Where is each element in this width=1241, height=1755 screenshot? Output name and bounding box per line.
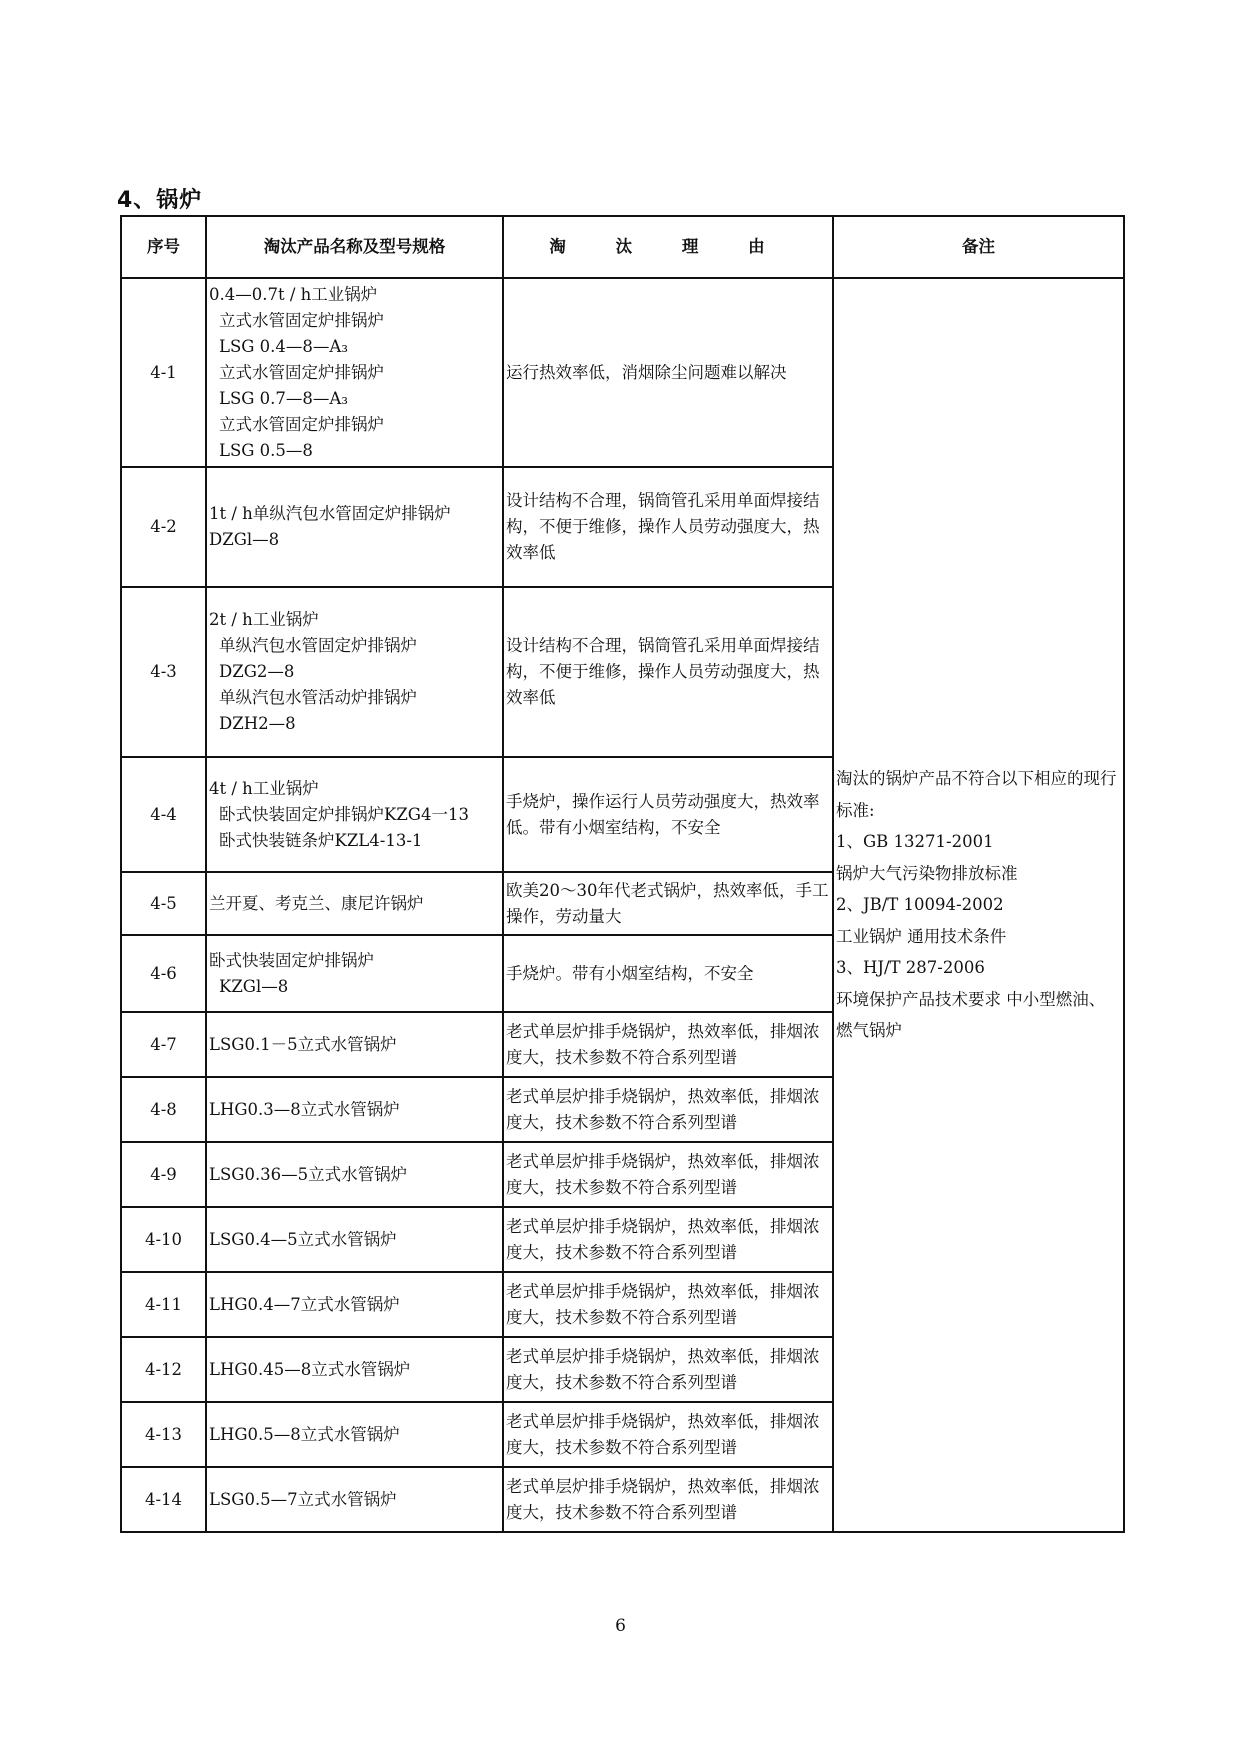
product-name-line: 卧式快装固定炉排锅炉KZG4一13 [219, 804, 469, 824]
product-name-line: DZG2—8 [219, 662, 295, 681]
row-reason: 手烧炉。带有小烟室结构，不安全 [503, 935, 833, 1012]
table-header-row [121, 216, 1124, 278]
row-seq: 4-4 [121, 757, 206, 872]
row-reason: 老式单层炉排手烧锅炉，热效率低，排烟浓度大，技术参数不符合系列型谱 [503, 1207, 833, 1272]
remark-line: 环境保护产品技术要求 中小型燃油、燃气锅炉 [836, 989, 1106, 1041]
product-name-line: LHG0.5—8立式水管锅炉 [209, 1424, 400, 1444]
product-name-line: LSG 0.7—8—A₃ [219, 388, 348, 408]
page-number: 6 [615, 1616, 626, 1636]
row-reason: 老式单层炉排手烧锅炉，热效率低，排烟浓度大，技术参数不符合系列型谱 [503, 1012, 833, 1077]
row-reason: 设计结构不合理，锅筒管孔采用单面焊接结构，不便于维修，操作人员劳动强度大，热效率低 [503, 467, 833, 587]
row-seq: 4-9 [121, 1142, 206, 1207]
product-name-line: LSG 0.4—8—A₃ [219, 336, 348, 356]
row-seq: 4-10 [121, 1207, 206, 1272]
product-name-line: LSG0.4—5立式水管锅炉 [209, 1229, 397, 1249]
header-seq: 序号 [121, 216, 206, 278]
row-product-name [206, 1467, 503, 1532]
header-reason: 淘 汰 理 由 [503, 216, 833, 278]
row-product-name [206, 1207, 503, 1272]
row-reason: 老式单层炉排手烧锅炉，热效率低，排烟浓度大，技术参数不符合系列型谱 [503, 1467, 833, 1532]
row-product-name [206, 1012, 503, 1077]
row-seq: 4-8 [121, 1077, 206, 1142]
row-reason: 手烧炉，操作运行人员劳动强度大，热效率低。带有小烟室结构，不安全 [503, 757, 833, 872]
row-reason: 老式单层炉排手烧锅炉，热效率低，排烟浓度大，技术参数不符合系列型谱 [503, 1402, 833, 1467]
phase-out-table [120, 215, 1125, 1533]
header-note: 备注 [833, 216, 1124, 278]
row-product-name [206, 757, 503, 872]
row-product-name [206, 587, 503, 757]
row-product-name [206, 1272, 503, 1337]
row-seq: 4-6 [121, 935, 206, 1012]
remark-line: 1、GB 13271-2001 [836, 832, 994, 852]
product-name-line: 单纵汽包水管活动炉排锅炉 [219, 688, 417, 707]
product-name-line: 单纵汽包水管固定炉排锅炉 [219, 636, 417, 655]
row-reason: 老式单层炉排手烧锅炉，热效率低，排烟浓度大，技术参数不符合系列型谱 [503, 1077, 833, 1142]
row-seq: 4-1 [121, 278, 206, 467]
row-product-name [206, 935, 503, 1012]
remark-line: 淘汰的锅炉产品不符合以下相应的现行标准: [836, 769, 1117, 820]
section-title: 4、锅炉 [117, 188, 203, 213]
row-seq: 4-2 [121, 467, 206, 587]
remarks-cell [833, 278, 1124, 1532]
product-name-line: 2t / h工业锅炉 [209, 610, 319, 629]
product-name-line: 0.4—0.7t / h工业锅炉 [209, 284, 378, 304]
table-row [121, 278, 1124, 467]
product-name-line: 立式水管固定炉排锅炉 [219, 310, 384, 330]
product-name-line: 立式水管固定炉排锅炉 [219, 414, 384, 434]
remark-line: 2、JB/T 10094-2002 [836, 895, 1004, 915]
product-name-line: DZH2—8 [219, 714, 296, 733]
row-seq: 4-13 [121, 1402, 206, 1467]
row-seq: 4-14 [121, 1467, 206, 1532]
row-seq: 4-7 [121, 1012, 206, 1077]
product-name-line: LSG0.36—5立式水管锅炉 [209, 1164, 408, 1184]
product-name-line: 1t / h单纵汽包水管固定炉排锅炉 [209, 504, 451, 523]
row-seq: 4-5 [121, 872, 206, 935]
product-name-line: KZGl—8 [219, 976, 289, 996]
row-product-name [206, 872, 503, 935]
product-name-line: LHG0.45—8立式水管锅炉 [209, 1359, 411, 1379]
product-name-line: 兰开夏、考克兰、康尼许锅炉 [209, 893, 424, 913]
row-product-name [206, 278, 503, 467]
remark-line: 3、HJ/T 287-2006 [836, 958, 985, 978]
product-name-line: 卧式快装链条炉KZL4-13-1 [219, 830, 423, 850]
product-name-line: LSG 0.5—8 [219, 440, 313, 460]
product-name-line: DZGl—8 [209, 530, 280, 549]
product-name-line: LHG0.4—7立式水管锅炉 [209, 1294, 400, 1314]
row-reason: 老式单层炉排手烧锅炉，热效率低，排烟浓度大，技术参数不符合系列型谱 [503, 1142, 833, 1207]
header-name: 淘汰产品名称及型号规格 [206, 216, 503, 278]
row-seq: 4-12 [121, 1337, 206, 1402]
remark-line: 锅炉大气污染物排放标准 [836, 863, 1018, 883]
row-product-name [206, 1337, 503, 1402]
product-name-line: LSG0.5—7立式水管锅炉 [209, 1489, 397, 1509]
row-product-name [206, 1077, 503, 1142]
row-reason: 运行热效率低，消烟除尘问题难以解决 [503, 278, 833, 467]
product-name-line: 立式水管固定炉排锅炉 [219, 362, 384, 382]
row-reason: 老式单层炉排手烧锅炉，热效率低，排烟浓度大，技术参数不符合系列型谱 [503, 1337, 833, 1402]
row-seq: 4-3 [121, 587, 206, 757]
product-name-line: 卧式快装固定炉排锅炉 [209, 950, 374, 970]
product-name-line: LHG0.3—8立式水管锅炉 [209, 1099, 400, 1119]
row-reason: 老式单层炉排手烧锅炉，热效率低，排烟浓度大，技术参数不符合系列型谱 [503, 1272, 833, 1337]
row-product-name [206, 1402, 503, 1467]
row-reason: 欧美20～30年代老式锅炉，热效率低，手工操作，劳动量大 [503, 872, 833, 935]
row-product-name [206, 467, 503, 587]
row-seq: 4-11 [121, 1272, 206, 1337]
row-reason: 设计结构不合理，锅筒管孔采用单面焊接结构，不便于维修，操作人员劳动强度大，热效率低 [503, 587, 833, 757]
product-name-line: 4t / h工业锅炉 [209, 778, 319, 798]
row-product-name [206, 1142, 503, 1207]
product-name-line: LSG0.1－5立式水管锅炉 [209, 1034, 397, 1054]
remark-line: 工业锅炉 通用技术条件 [836, 926, 1007, 946]
